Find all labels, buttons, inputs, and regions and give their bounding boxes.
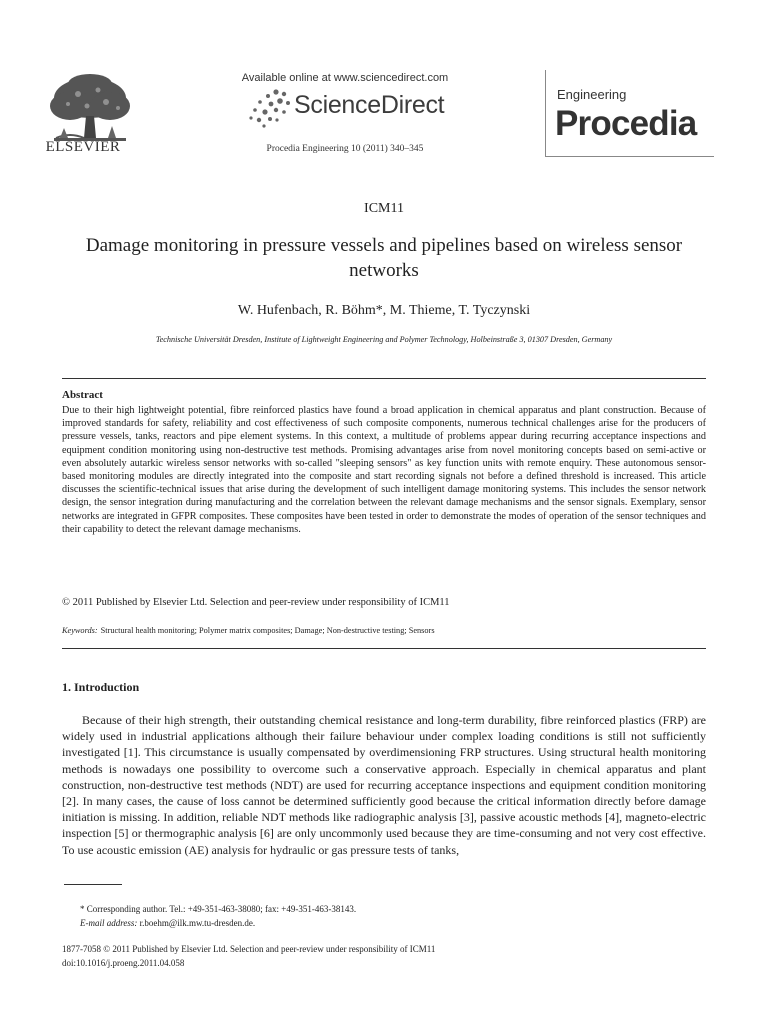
abstract-heading: Abstract [62,389,103,401]
author-list: W. Hufenbach, R. Böhm*, M. Thieme, T. Tyczynski [237,303,531,318]
email-address[interactable]: r.boehm@ilk.mw.tu-dresden.de. [139,918,256,928]
divider-top [62,378,706,379]
introduction-paragraph: Because of their high strength, their outstanding chemical resistance and long-term durability, fibre reinforced plastics (FRP) are widely used in industrial applications although their failure behaviour under complex loading conditions is still not sufficiently investigated [1]. This circumstance is usually compensated by overdimensioning FRP structures. Using structural health monitoring methods is nowadays one possibility to overcome such a conservative approach. Especially in chemical apparatus and plant construction, non-destructive test methods (NDT) are used for recurring acceptance inspections and equipment condition monitoring [2]. In many cases, the cause of loss cannot be determined sufficiently good because the critical information directly before damage initiation is missing. In addition, reliable NDT methods like radiographic analysis [3], passive acoustic methods [4], magneto-electric inspection [5] or thermographic analysis [6] are only uncommonly used because they are time-consuming and not very cost effective. To use acoustic emission (AE) analysis for hydraulic or gas pressure tests of tanks, [62,713,706,857]
corresponding-author-note: * Corresponding author. Tel.: +49-351-463-38080; fax: +49-351-463-38143. [80,904,357,914]
keywords-label: Keywords: [62,626,98,635]
journal-reference: Procedia Engineering 10 (2011) 340–345 [266,144,424,154]
author-affiliation: Technische Universität Dresden, Institute of Lightweight Engineering and Polymer Technology, Holbeinstraße 3, 01307 Dresden, Germany [155,335,613,344]
keywords-list: Structural health monitoring; Polymer matrix composites; Damage; Non-destructive testing; Sensors [100,626,435,635]
doi-line[interactable]: doi:10.1016/j.proeng.2011.04.058 [62,958,185,968]
sciencedirect-logo-text: ScienceDirect [294,91,445,119]
email-label: E-mail address: [80,918,138,928]
article-title: Damage monitoring in pressure vessels and pipelines based on wireless sensor networks [85,235,683,281]
journal-logo-text: Procedia [555,104,697,143]
keywords-line [62,626,435,635]
email-line [80,918,255,928]
copyright-line: © 2011 Published by Elsevier Ltd. Selection and peer-review under responsibility of ICM11 [62,597,450,608]
issn-line: 1877-7058 © 2011 Published by Elsevier Ltd. Selection and peer-review under responsibility of ICM11 [62,944,436,954]
conference-name: ICM11 [364,201,404,216]
divider-bottom [62,648,706,649]
sciencedirect-dots-icon [246,88,292,128]
publisher-name: ELSEVIER [45,139,121,155]
available-online-text: Available online at www.sciencedirect.com [241,72,449,84]
abstract-body: Due to their high lightweight potential, fibre reinforced plastics have found a broad application in chemical apparatus and plant construction. Because of improved standards for safety, reliability and cost effectiveness of such composite components, numerous technical challenges arise for the producers of pressure vessels, tanks, reactors and pipe element systems. In this context, a multitude of problems appear during recurring acceptance inspections and equipment condition monitoring using non-destructive test methods. Promising advantages arise from novel monitoring concepts based on semi-active or even absolutely autarkic wireless sensor networks with so-called "sleeping sensors" as key function units with remote enquiry. These autonomous sensor-based monitoring modules are directly integrated into the composite and start recording signals not before a defined threshold is increased. This article discusses the scientific-technical issues that arise during the development of such intelligent damage monitoring systems. This includes the sensor network design, the sensor integration during manufacturing and the correlation between the relevant damage mechanisms and the sensor signals. Exemplary, sensor networks are integrated in GFPR composites. These composites have been tested in order to demonstrate the modes of operation of the sensor techniques and their capability to detect the relevant damage mechanisms. [62,405,706,535]
footnote-divider [64,884,122,885]
journal-series: Engineering [557,87,627,102]
section-heading-introduction: 1. Introduction [62,680,140,694]
